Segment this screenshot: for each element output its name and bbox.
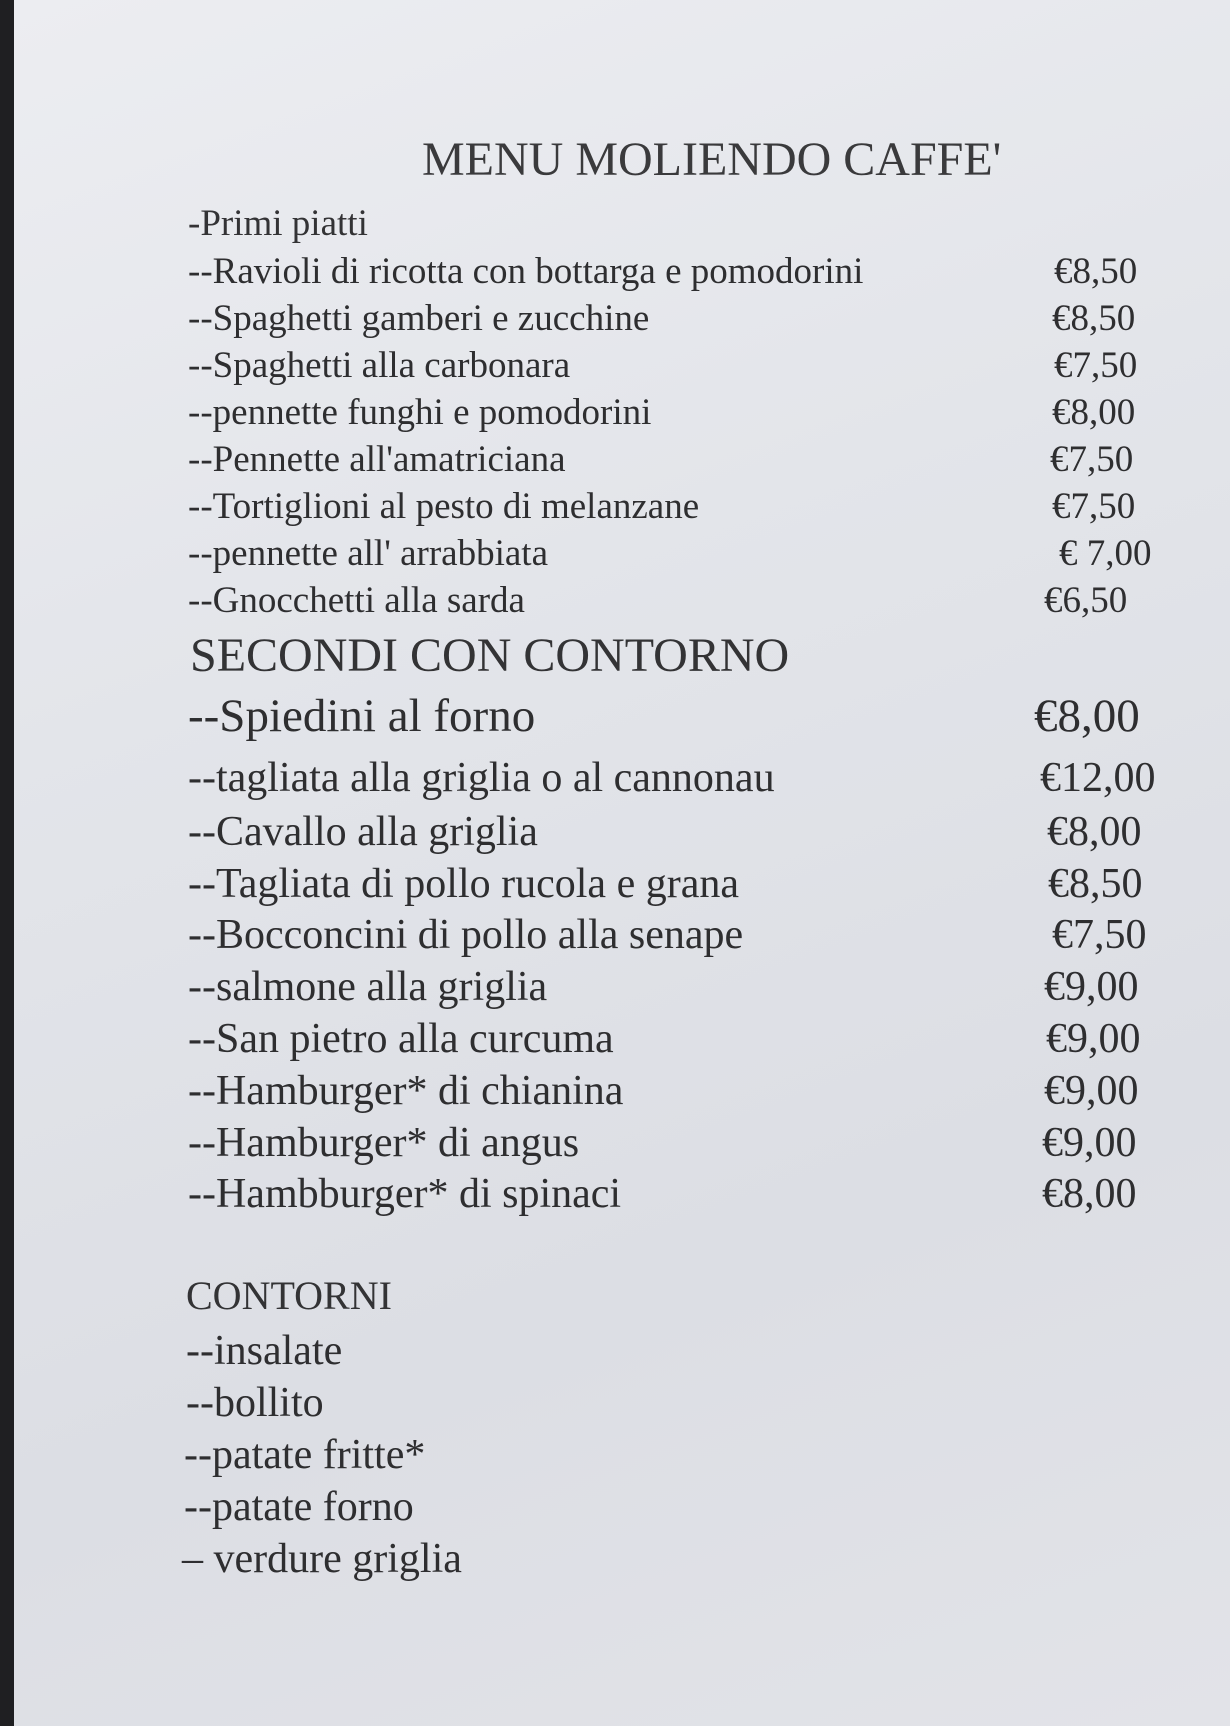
- menu-item-price: €8,50: [1052, 298, 1136, 339]
- menu-item-price: €8,00: [1052, 392, 1136, 433]
- menu-item-name: --Cavallo alla griglia: [188, 809, 538, 855]
- menu-item-name: --Gnocchetti alla sarda: [188, 580, 525, 621]
- menu-item-name: --bollito: [186, 1380, 324, 1426]
- section-heading-secondi: SECONDI CON CONTORNO: [190, 629, 790, 682]
- menu-item-name: --pennette all' arrabbiata: [188, 533, 549, 574]
- menu-item-name: --Ravioli di ricotta con bottarga e pomodorini: [188, 251, 864, 292]
- menu-item-price: €8,00: [1042, 1171, 1137, 1217]
- menu-item-name: --Hamburger* di chianina: [188, 1068, 624, 1114]
- menu-item-price: €9,00: [1042, 1120, 1137, 1166]
- menu-item-name: --pennette funghi e pomodorini: [188, 392, 652, 433]
- menu-item-name: --insalate: [186, 1328, 343, 1374]
- menu-item-price: €9,00: [1044, 964, 1139, 1010]
- menu-item-name: --Spaghetti alla carbonara: [188, 345, 571, 386]
- menu-item-price: €12,00: [1040, 755, 1156, 801]
- menu-item-price: €8,50: [1054, 251, 1138, 292]
- menu-item-price: €7,50: [1052, 486, 1136, 527]
- section-heading-contorni: CONTORNI: [186, 1273, 392, 1318]
- menu-item-name: --Tortiglioni al pesto di melanzane: [188, 486, 700, 527]
- menu-item-price: €8,50: [1048, 861, 1143, 907]
- menu-item-name: --patate forno: [184, 1484, 414, 1530]
- menu-item-price: €9,00: [1046, 1016, 1141, 1062]
- menu-item-price: €8,00: [1034, 690, 1140, 742]
- menu-item-price: €6,50: [1044, 580, 1128, 621]
- menu-item-name: --patate fritte*: [184, 1432, 426, 1478]
- menu-item-price: €7,50: [1052, 912, 1147, 958]
- menu-item-name: --salmone alla griglia: [188, 964, 548, 1010]
- menu-item-price: €7,50: [1054, 345, 1138, 386]
- menu-item-name: – verdure griglia: [182, 1536, 462, 1582]
- menu-item-name: --Spaghetti gamberi e zucchine: [188, 298, 650, 339]
- menu-item-name: --Hamburger* di angus: [188, 1120, 580, 1166]
- menu-item-price: €9,00: [1044, 1068, 1139, 1114]
- menu-item-name: --Hambburger* di spinaci: [188, 1171, 622, 1217]
- menu-sheet: [14, 0, 1230, 1726]
- menu-item-price: € 7,00: [1059, 533, 1152, 574]
- menu-item-price: €7,50: [1050, 439, 1134, 480]
- menu-item-name: --Pennette all'amatriciana: [188, 439, 566, 480]
- menu-title: MENU MOLIENDO CAFFE': [422, 133, 1002, 186]
- menu-item-price: €8,00: [1047, 809, 1142, 855]
- menu-item-name: --Spiedini al forno: [188, 690, 536, 742]
- menu-item-name: --San pietro alla curcuma: [188, 1016, 614, 1062]
- menu-item-name: --Tagliata di pollo rucola e grana: [188, 861, 739, 907]
- menu-item-name: --Bocconcini di pollo alla senape: [188, 912, 744, 958]
- section-heading-primi: -Primi piatti: [188, 203, 368, 244]
- menu-item-name: --tagliata alla griglia o al cannonau: [188, 755, 775, 801]
